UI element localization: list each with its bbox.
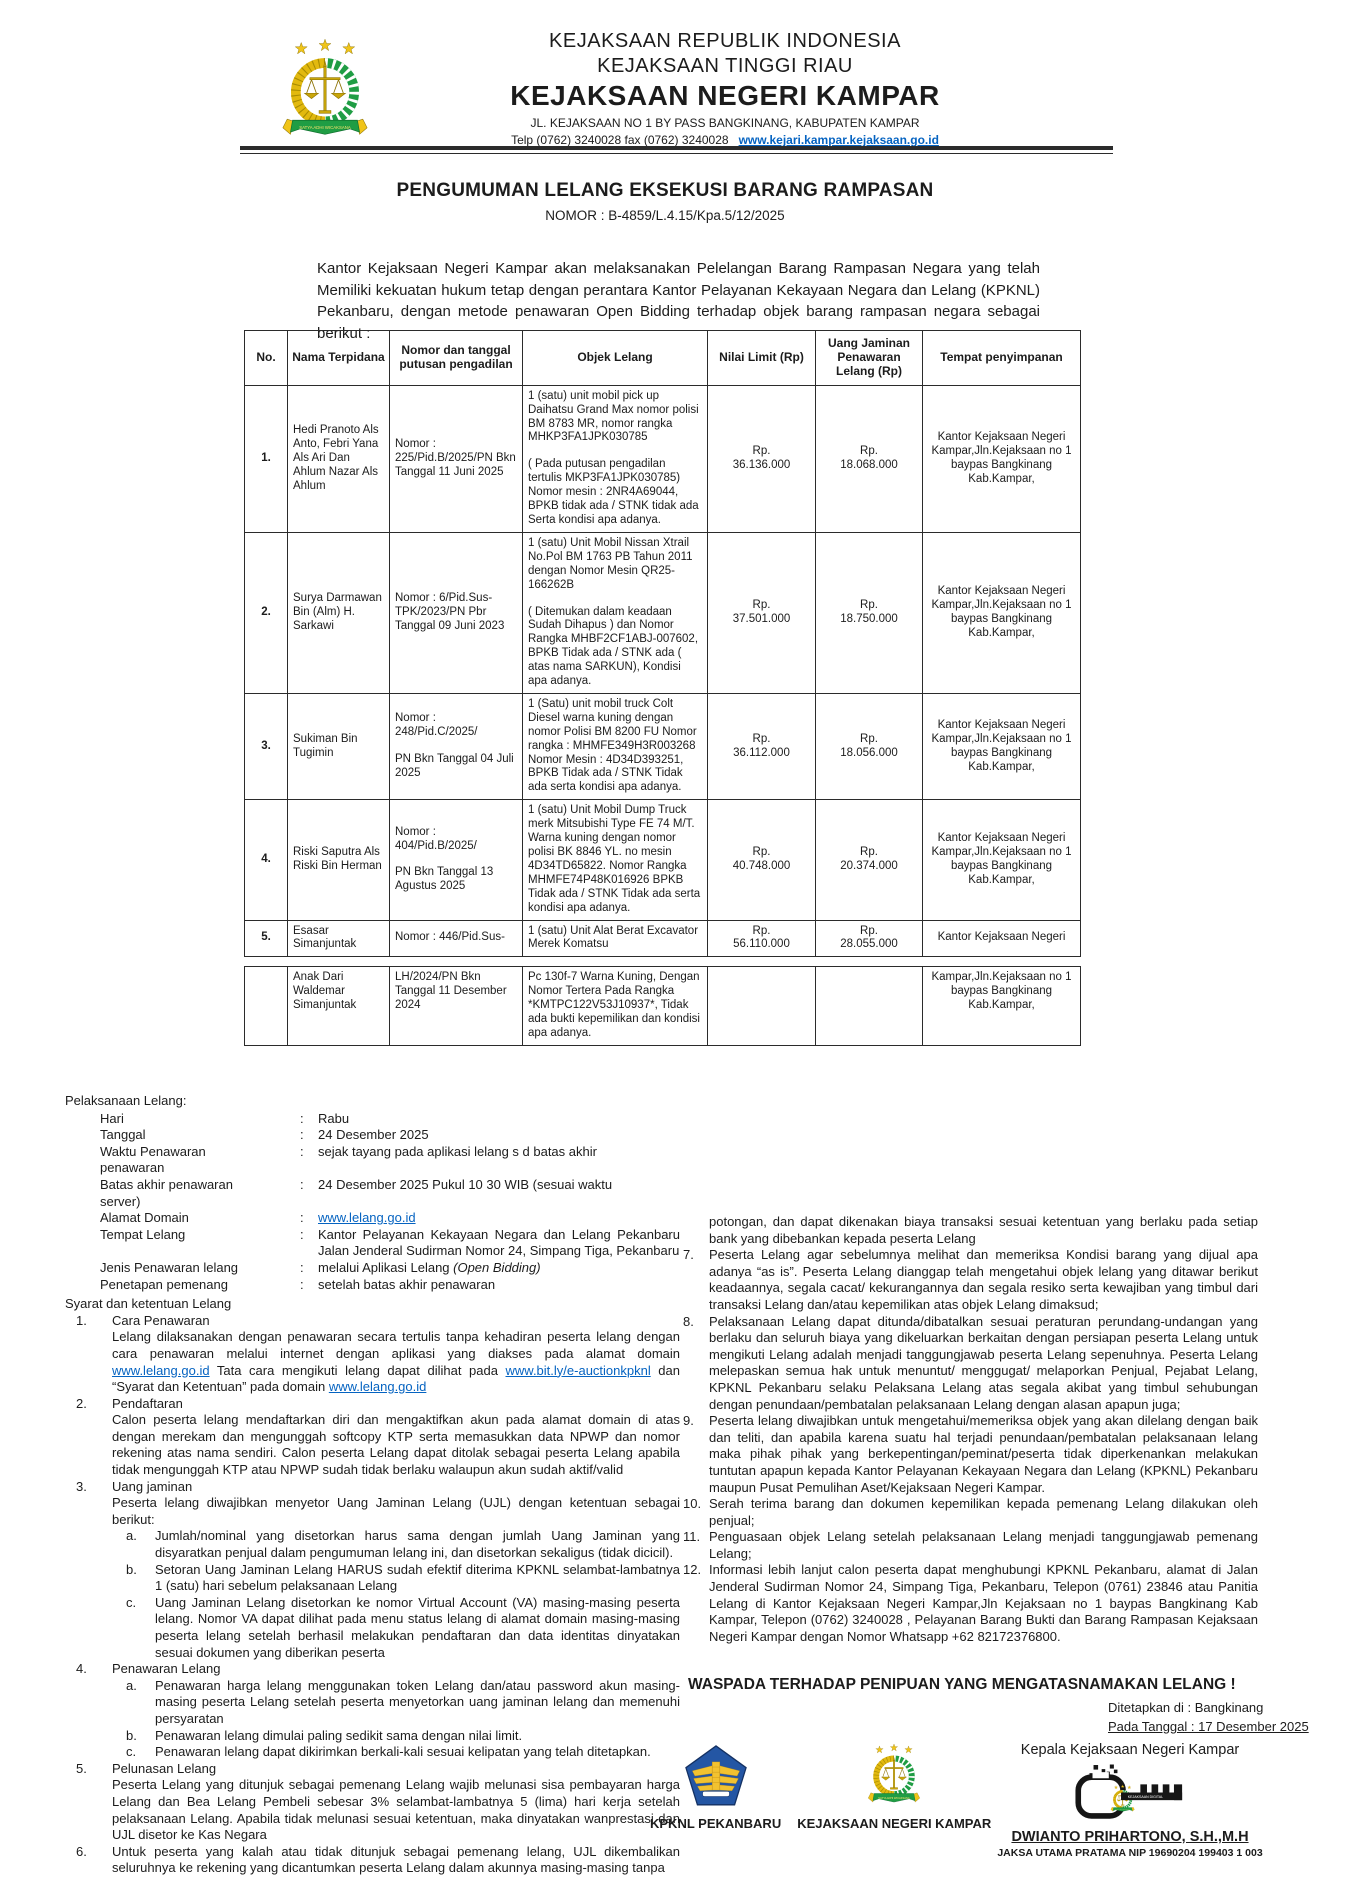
syarat-subitem: a. Penawaran harga lelang menggunakan token Lelang dan/atau password akun masing-masing peserta Lelang setelah peserta menyetorkan uang jaminan lelang dan memenuhi persyaratan — [126, 1677, 680, 1726]
syarat-item-title: Cara Penawaran — [112, 1312, 210, 1328]
cell-nomor — [390, 693, 523, 799]
table-row — [245, 800, 1081, 920]
cell-no: 5. — [245, 920, 288, 957]
cell-no: 3. — [245, 693, 288, 799]
col-header-nomor: Nomor dan tanggal putusan pengadilan — [390, 331, 523, 386]
cell-nama: Sukiman Bin Tugimin — [288, 693, 390, 799]
objek-paragraph: 1 (Satu) unit mobil truck Colt Diesel warna kuning dengan nomor Polisi BM 8200 FU Nomor rangka : MHMFE349H3R003268 Nomor Mesin : 4D34D393251, BPKB Tidak ada / STNK Tidak ada serta kondisi apa adanya. — [528, 697, 697, 794]
org-name-line1: KEJAKSAAN REPUBLIK INDONESIA — [549, 30, 901, 52]
cell-objek — [523, 532, 708, 693]
cell-objek — [523, 800, 708, 920]
syarat-item-title: Penawaran Lelang — [112, 1661, 221, 1677]
org-name-line3: KEJAKSAAN NEGERI KAMPAR — [510, 80, 940, 111]
syarat-item-8: 8. Pelaksanaan Lelang dapat ditunda/dibatalkan sesuai peraturan perundang-undangan yang berlaku dan seluruh biaya yang dikeluarkan berkaitan dengan persiapan peserta Lelang untuk mengikuti Lelang adalah menjadi tanggungjawab peserta Lelang sepenuhnya. Peserta Lelang melepaskan semua hak untuk menuntut/ menggugat/ melaporkan Penjual, Pejabat Lelang, KPKNL Pekanbaru selaku Pelaksana Lelang atas segala akibat yang timbul sehubungan dengan penundaan/pembatalan pelaksanaan Lelang dengan alasan apapun juga; — [683, 1313, 1258, 1412]
pelaksanaan-row: Waktu Penawaran penawaran : sejak tayang pada aplikasi lelang s d batas akhir — [100, 1143, 597, 1176]
pelaksanaan-row: Hari : Rabu — [100, 1110, 350, 1126]
syarat-item-2: 2. Pendaftaran Calon peserta lelang mendaftarkan diri dan mengaktifkan akun pada alamat domain di atas dengan merekam dan mengunggah softcopy KTP serta memasukkan data NPWP dan nomor rekening atas nama sendiri. Calon peserta Lelang dapat ditolak sebagai peserta Lelang apabila tidak mengunggah KTP atau NPWP sudah tidak berlaku walaupun akun sudah aktif/valid — [76, 1395, 680, 1478]
signature-block — [985, 1742, 1275, 1859]
objek-paragraph: 1 (satu) Unit Mobil Nissan Xtrail No.Pol BM 1763 PB Tahun 2011 dengan Nomor Mesin QR25-166262B — [528, 536, 693, 591]
col-header-nama: Nama Terpidana — [288, 331, 390, 386]
cell-nomor: Nomor : 225/Pid.B/2025/PN Bkn Tanggal 11 Juni 2025 — [390, 385, 523, 532]
cell-nama: Anak Dari Waldemar Simanjuntak — [288, 967, 390, 1046]
syarat-subitem: b. Penawaran lelang dimulai paling sedikit sama dengan nilai limit. — [126, 1727, 523, 1743]
cell-no: 4. — [245, 800, 288, 920]
col-header-objek: Objek Lelang — [523, 331, 708, 386]
table-row-continuation — [245, 967, 1081, 1046]
signer-nip: JAKSA UTAMA PRATAMA NIP 19690204 199403 1 003 — [997, 1847, 1263, 1859]
cell-jaminan — [816, 967, 923, 1046]
pelaksanaan-row: Batas akhir penawaran server) : 24 Desember 2025 Pukul 10 30 WIB (sesuai waktu — [100, 1176, 613, 1209]
cell-nomor — [390, 800, 523, 920]
signer-title: Kepala Kejaksaan Negeri Kampar — [1020, 1742, 1240, 1758]
cell-objek — [523, 693, 708, 799]
syarat-item-body: Peserta Lelang yang ditunjuk sebagai pemenang Lelang wajib melunasi sisa pembayaran harga Lelang dan Bea Lelang Pembeli sebesar 3% selambat-lambatnya 5 (lima) hari kerja setelah pelaksanaan Lelang. Apabila tidak melunasi sesuai ketentuan, maka dinyatakan wanprestasi dan UJL disetor ke Kas Negara — [112, 1777, 680, 1843]
syarat-item-body: Untuk peserta yang kalah atau tidak ditunjuk sebagai pemenang lelang, UJL dikembalikan seluruhnya ke rekening yang dicantumkan peserta Lelang dalam akunnya masing-masing tanpa — [112, 1843, 680, 1876]
cell-nama: Esasar Simanjuntak — [288, 920, 390, 957]
kejaksaan-emblem-icon — [264, 36, 386, 144]
table-row — [245, 920, 1081, 957]
syarat-item-10: 10. Serah terima barang dan dokumen kepemilikan kepada pemenang Lelang dilakukan oleh penjual; — [683, 1496, 1258, 1528]
lelang-domain-link[interactable]: www.lelang.go.id — [328, 1379, 427, 1395]
nomor-paragraph: PN Bkn Tanggal 13 Agustus 2025 — [395, 866, 494, 893]
cell-nama: Riski Saputra Als Riski Bin Herman — [288, 800, 390, 920]
objek-paragraph: 1 (satu) Unit Mobil Dump Truck merk Mitsubishi Type FE 74 M/T. Warna kuning dengan nomor polisi BK 8846 YL. no mesin 4D34TD65822. Nomor Rangka MHMFE74P48K016926 BPKB Tidak ada / STNK Tidak ada serta kondisi apa adanya. — [528, 804, 701, 914]
digital-signature-stamp-icon — [1064, 1764, 1196, 1820]
cell-no: 1. — [245, 385, 288, 532]
cell-objek: Pc 130f-7 Warna Kuning, Dengan Nomor Tertera Pada Rangka *KMTPC122V53J10937*, Tidak ada bukti kepemilikan dan kondisi apa adanya. — [523, 967, 708, 1046]
page-title: PENGUMUMAN LELANG EKSEKUSI BARANG RAMPASAN — [396, 180, 934, 201]
auction-table — [244, 330, 1081, 957]
syarat-subitem: b. Setoran Uang Jaminan Lelang HARUS sudah efektif diterima KPKNL selambat-lambatnya 1 (satu) hari sebelum pelaksanaan Lelang — [126, 1561, 680, 1594]
signature-place-date — [1108, 1698, 1309, 1736]
terms-right-column — [683, 1214, 1258, 1645]
cell-nilai — [708, 967, 816, 1046]
org-website-link[interactable]: www.kejari.kampar.kejaksaan.go.id — [738, 133, 939, 147]
eauction-guide-link[interactable]: www.bit.ly/e-auctionkpknl — [505, 1362, 651, 1378]
cell-nilai: Rp. 37.501.000 — [708, 532, 816, 693]
signature-place: Ditetapkan di : Bangkinang — [1108, 1700, 1264, 1715]
syarat-title: Syarat dan ketentuan Lelang — [65, 1296, 232, 1312]
cell-tempat: Kampar,Jln.Kejaksaan no 1 baypas Bangkinang Kab.Kampar, — [923, 967, 1081, 1046]
terms-left-column — [65, 1093, 680, 1877]
cell-jaminan: Rp. 18.056.000 — [816, 693, 923, 799]
cell-tempat: Kantor Kejaksaan Negeri Kampar,Jln.Kejaksaan no 1 baypas Bangkinang Kab.Kampar, — [923, 532, 1081, 693]
kemenkeu-kpknl-logo-icon — [684, 1744, 748, 1808]
pelaksanaan-row: Jenis Penawaran lelang : melalui Aplikasi Lelang (Open Bidding) — [100, 1259, 541, 1275]
auction-table-continuation — [244, 966, 1081, 1046]
cell-nama: Hedi Pranoto Als Anto, Febri Yana Als Ari Dan Ahlum Nazar Als Ahlum — [288, 385, 390, 532]
org-name-line2: KEJAKSAAN TINGGI RIAU — [597, 55, 853, 77]
lelang-domain-link[interactable]: www.lelang.go.id — [112, 1362, 210, 1378]
syarat-item-9: 9. Peserta lelang diwajibkan untuk mengetahui/memeriksa objek yang akan dilelang dengan baik dan teliti, dan apabila karena suatu hal terjadi penundaan/pembatalan pelaksanaan lelang maka pihak pihak yang berkepentingan/peminat/peserta tidak diperkenankan melakukan tuntutan apapun kepada Kantor Pelayanan Kekayaan Negara dan Lelang (KPKNL) Pekanbaru maupun Pusat Pemulihan Aset/Kejaksaan Negeri Kampar. — [683, 1413, 1258, 1495]
cell-nomor: Nomor : 446/Pid.Sus- — [390, 920, 523, 957]
title-block — [240, 180, 1090, 223]
syarat-item-6-continuation: potongan, dan dapat dikenakan biaya transaksi sesuai ketentuan yang berlaku pada setiap bank yang dibebankan kepada peserta Lelang — [709, 1214, 1258, 1246]
table-row — [245, 532, 1081, 693]
svg-text:KEJAKSAAN DIGITAL: KEJAKSAAN DIGITAL — [1127, 1794, 1163, 1799]
syarat-item-title: Uang jaminan — [112, 1478, 193, 1494]
intro-paragraph: Kantor Kejaksaan Negeri Kampar akan melaksanakan Pelelangan Barang Rampasan Negara yang telah Memiliki kekuatan hukum tetap dengan perantara Kantor Pelayanan Kekayaan Negara dan Lelang (KPKNL) Pekanbaru, dengan metode penawaran Open Bidding terhadap objek barang rampasan negara sebagai berikut : — [317, 260, 1040, 342]
header-divider — [240, 146, 1113, 154]
objek-paragraph: ( Ditemukan dalam keadaan Sudah Dihapus ) dan Nomor Rangka MHBF2CF1ABJ-007602, BPKB Tidak ada / STNK ada ( atas nama SARKUN), Kondisi apa adanya. — [528, 605, 699, 688]
cell-jaminan: Rp. 28.055.000 — [816, 920, 923, 957]
cell-nilai: Rp. 36.112.000 — [708, 693, 816, 799]
cell-jaminan: Rp. 20.374.000 — [816, 800, 923, 920]
lelang-domain-link[interactable]: www.lelang.go.id — [318, 1210, 416, 1226]
pelaksanaan-title: Pelaksanaan Lelang: — [65, 1093, 187, 1108]
signature-date: Pada Tanggal : 17 Desember 2025 — [1108, 1719, 1309, 1734]
cell-nomor: LH/2024/PN Bkn Tanggal 11 Desember 2024 — [390, 967, 523, 1046]
org-address: JL. KEJAKSAAN NO 1 BY PASS BANGKINANG, KABUPATEN KAMPAR — [530, 116, 920, 130]
syarat-subitem: c. Penawaran lelang dapat dikirimkan berkali-kali sesuai kelipatan yang telah ditetapkan. — [126, 1744, 651, 1760]
objek-paragraph: ( Pada putusan pengadilan tertulis MKP3FA1JPK030785) Nomor mesin : 2NR4A69044, BPKB tidak ada / STNK tidak ada Serta kondisi apa adanya. — [528, 458, 699, 526]
syarat-item-7: 7. Peserta Lelang agar sebelumnya melihat dan memeriksa Kondisi barang yang dijual apa adanya “as is”. Peserta Lelang dianggap telah mengetahui objek lelang yang ditawar berikut keadaannya, segala cacat/ kekurangannya dan segala resiko serta kewajiban yang timbul dari transaksi Lelang dan/atau kepemilikan atas objek Lelang dimaksud; — [683, 1247, 1258, 1312]
cell-tempat: Kantor Kejaksaan Negeri Kampar,Jln.Kejaksaan no 1 baypas Bangkinang Kab.Kampar, — [923, 385, 1081, 532]
nomor-paragraph: Nomor : 404/Pid.B/2025/ — [395, 825, 477, 852]
syarat-item-5: 5. Pelunasan Lelang Peserta Lelang yang ditunjuk sebagai pemenang Lelang wajib melunasi sisa pembayaran harga Lelang dan Bea Lelang Pembeli sebesar 3% selambat-lambatnya 5 (lima) hari kerja setelah pelaksanaan Lelang. Apabila tidak melunasi sesuai ketentuan, maka dinyatakan wanprestasi dan UJL disetor ke Kas Negara — [76, 1760, 680, 1843]
syarat-item-body: Calon peserta lelang mendaftarkan diri dan mengaktifkan akun pada alamat domain di atas dengan merekam dan mengunggah softcopy KTP serta memasukkan data NPWP dan nomor rekening atas nama sendiri. Calon peserta Lelang dapat ditolak sebagai peserta Lelang apabila tidak mengunggah KTP atau NPWP sudah tidak berlaku walaupun akun sudah aktif/valid — [112, 1412, 680, 1478]
org-phone: Telp (0762) 3240028 fax (0762) 3240028 — [511, 133, 729, 147]
cell-nilai: Rp. 40.748.000 — [708, 800, 816, 920]
objek-paragraph: 1 (satu) unit mobil pick up Daihatsu Grand Max nomor polisi BM 8783 MR, nomor rangka MHKP3FA1JPK030785 — [528, 389, 699, 444]
kejaksaan-logo-block — [797, 1742, 991, 1831]
auction-table-section — [244, 330, 1084, 1046]
kpknl-logo-label: KPKNL PEKANBARU — [650, 1816, 782, 1831]
pelaksanaan-row: Alamat Domain : www.lelang.go.id — [100, 1210, 416, 1226]
syarat-item-body: Peserta lelang diwajibkan menyetor Uang Jaminan Lelang (UJL) dengan ketentuan sebagai berikut: — [112, 1495, 680, 1527]
kejaksaan-emblem-icon — [859, 1742, 929, 1808]
kpknl-logo-block — [650, 1744, 781, 1831]
syarat-subitem: c. Uang Jaminan Lelang disetorkan ke nomor Virtual Account (VA) masing-masing peserta lelang. Nomor VA dapat dilihat pada menu status lelang di alamat domain masing-masing peserta lelang setelah berhasil melakukan pendaftaran dan data identitas dinyatakan sesuai dokumen yang diberikan peserta — [126, 1594, 680, 1660]
syarat-item-6: 6. Untuk peserta yang kalah atau tidak ditunjuk sebagai pemenang lelang, UJL dikembalikan seluruhnya ke rekening yang dicantumkan peserta Lelang dalam akunnya masing-masing tanpa — [76, 1843, 680, 1876]
syarat-item-12: 12. Informasi lebih lanjut calon peserta dapat menghubungi KPKNL Pekanbaru, alamat di Jalan Jenderal Sudirman Nomor 24, Simpang Tiga, Pekanbaru, Telepon (0761) 23846 atau Panitia Lelang di Kantor Kejaksaan Negeri Kampar,Jln Kejaksaan no 1 baypas Bangkinang Kab Kampar, Telepon (0762) 3240028 , Pelayanan Barang Bukti dan Barang Rampasan Kejaksaan Negeri Kampar dengan Nomor Whatsapp +62 82172376800. — [683, 1562, 1258, 1644]
syarat-item-title: Pelunasan Lelang — [112, 1760, 217, 1776]
fraud-warning: WASPADA TERHADAP PENIPUAN YANG MENGATASNAMAKAN LELANG ! — [688, 1676, 1236, 1693]
cell-nilai: Rp. 36.136.000 — [708, 385, 816, 532]
table-row — [245, 693, 1081, 799]
cell-objek: 1 (satu) Unit Alat Berat Excavator Merek Komatsu — [523, 920, 708, 957]
syarat-item-4: 4. Penawaran Lelang a. Penawaran harga lelang menggunakan token Lelang dan/atau password akun masing-masing peserta Lelang setelah peserta menyetorkan uang jaminan lelang dan memenuhi persyaratan b. Penawaran lelang dimulai paling sedikit sama dengan nilai limit. c. Penawaran lelang dapat dikirimkan berkali-kali sesuai kelipatan yang telah ditetapkan. — [76, 1661, 680, 1760]
table-row — [245, 385, 1081, 532]
footer-logos — [650, 1742, 991, 1831]
cell-no — [245, 967, 288, 1046]
cell-tempat: Kantor Kejaksaan Negeri Kampar,Jln.Kejaksaan no 1 baypas Bangkinang Kab.Kampar, — [923, 693, 1081, 799]
syarat-item-title: Pendaftaran — [112, 1395, 183, 1411]
cell-objek — [523, 385, 708, 532]
cell-nomor: Nomor : 6/Pid.Sus-TPK/2023/PN Pbr Tanggal 09 Juni 2023 — [390, 532, 523, 693]
document-number: NOMOR : B-4859/L.4.15/Kpa.5/12/2025 — [545, 208, 785, 223]
col-header-nilai: Nilai Limit (Rp) — [708, 331, 816, 386]
table-header-row — [245, 331, 1081, 386]
pelaksanaan-row: Tanggal : 24 Desember 2025 — [100, 1127, 429, 1143]
syarat-item-3: 3. Uang jaminan Peserta lelang diwajibkan menyetor Uang Jaminan Lelang (UJL) dengan ketentuan sebagai berikut: a. Jumlah/nominal yang disetorkan harus sama dengan jumlah Uang Jaminan yang disyaratkan penjual dalam pengumuman lelang ini, dan disetorkan sekaligus (tidak dicicil). b. Setoran Uang Jaminan Lelang HARUS sudah efektif diterima KPKNL selambat-lambatnya 1 (satu) hari sebelum pelaksanaan Lelang c. Uang Jaminan Lelang disetorkan ke nomor Virtual Account (VA) masing-masing peserta lelang. Nomor VA dapat dilihat pada menu status lelang di alamat domain masing-masing peserta lelang setelah berhasil melakukan pendaftaran dan data identitas dinyatakan sesuai dokumen yang diberikan peserta — [76, 1478, 680, 1660]
signer-name: DWIANTO PRIHARTONO, S.H.,M.H — [1011, 1829, 1249, 1845]
cell-no: 2. — [245, 532, 288, 693]
pelaksanaan-row: Penetapan pemenang : setelah batas akhir penawaran — [100, 1276, 496, 1292]
cell-nilai: Rp. 56.110.000 — [708, 920, 816, 957]
nomor-paragraph: Nomor : 248/Pid.C/2025/ — [395, 712, 478, 739]
org-contact — [400, 133, 1050, 147]
kejaksaan-logo-label: KEJAKSAAN NEGERI KAMPAR — [797, 1816, 992, 1831]
cell-tempat: Kantor Kejaksaan Negeri Kampar,Jln.Kejaksaan no 1 baypas Bangkinang Kab.Kampar, — [923, 800, 1081, 920]
nomor-paragraph: PN Bkn Tanggal 04 Juli 2025 — [395, 753, 514, 780]
cell-jaminan: Rp. 18.068.000 — [816, 385, 923, 532]
syarat-item-1: 1. Cara Penawaran Lelang dilaksanakan dengan penawaran secara tertulis tanpa kehadiran peserta lelang dengan cara penawaran melalui internet dengan aplikasi yang diakses pada alamat domain www.lelang.go.id Tata cara mengikuti lelang dapat dilihat pada www.bit.ly/e-auctionkpknl dan “Syarat dan Ketentuan” pada domain www.lelang.go.id — [76, 1312, 680, 1395]
col-header-no: No. — [245, 331, 288, 386]
cell-tempat: Kantor Kejaksaan Negeri — [923, 920, 1081, 957]
col-header-tempat: Tempat penyimpanan — [923, 331, 1081, 386]
col-header-jaminan: Uang Jaminan Penawaran Lelang (Rp) — [816, 331, 923, 386]
pelaksanaan-row: Tempat Lelang : Kantor Pelayanan Kekayaan Negara dan Lelang Pekanbaru Jalan Jenderal Sudirman Nomor 24, Simpang Tiga, Pekanbaru — [100, 1226, 680, 1259]
cell-jaminan: Rp. 18.750.000 — [816, 532, 923, 693]
cell-nama: Surya Darmawan Bin (Alm) H. Sarkawi — [288, 532, 390, 693]
syarat-item-body: Lelang dilaksanakan dengan penawaran secara tertulis tanpa kehadiran peserta lelang dengan cara penawaran melalui internet dengan aplikasi yang diakses pada alamat domain www.lelang.go.id Tata cara mengikuti lelang dapat dilihat pada www.bit.ly/e-auctionkpknl dan “Syarat dan Ketentuan” pada domain www.lelang.go.id — [112, 1329, 680, 1395]
syarat-item-11: 11. Penguasaan objek Lelang setelah pelaksanaan Lelang menjadi tanggungjawab pemenang Lelang; — [683, 1529, 1258, 1561]
syarat-subitem: a. Jumlah/nominal yang disetorkan harus sama dengan jumlah Uang Jaminan yang disyaratkan penjual dalam pengumuman lelang ini, dan disetorkan sekaligus (tidak dicicil). — [126, 1528, 680, 1561]
